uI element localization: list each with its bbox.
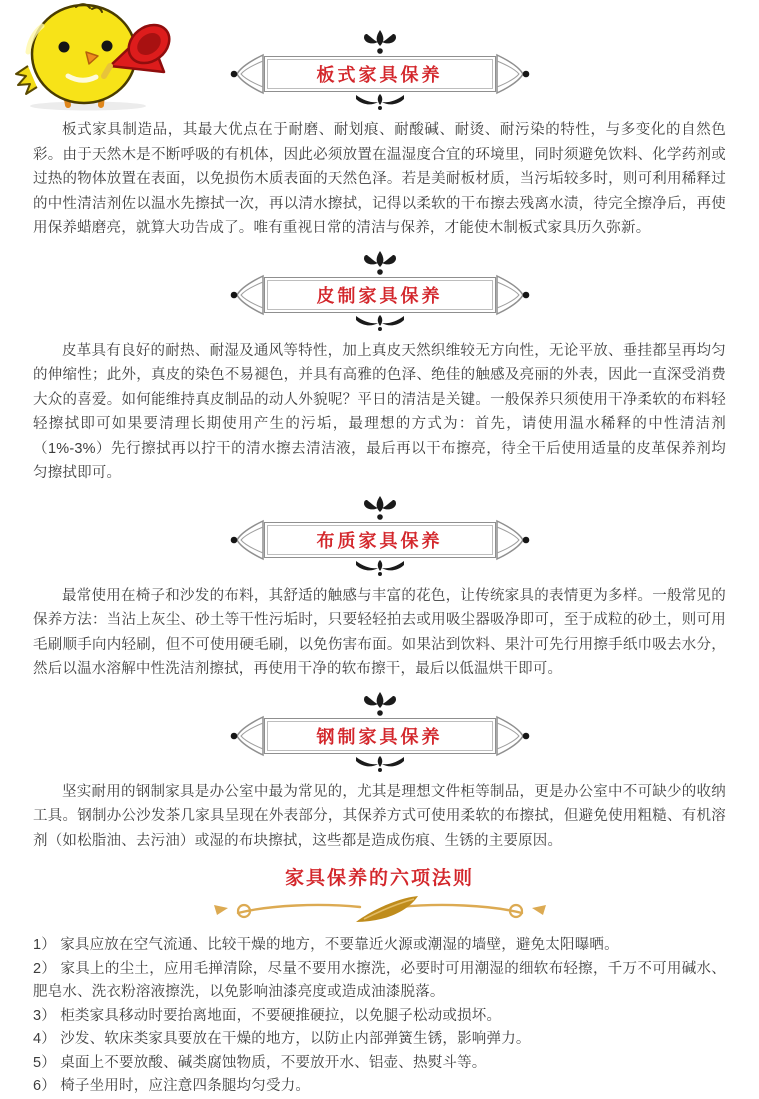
section-title-ribbon <box>264 718 496 754</box>
rule-item-6: 6） 椅子坐用时，应注意四条腿均匀受力。 <box>33 1078 311 1094</box>
banner-end-left-icon <box>230 713 264 759</box>
rule-item-3: 3） 柜类家具移动时要抬离地面，不要硬推硬拉，以免腿子松动或损坏。 <box>33 1007 502 1024</box>
fan-ornament-icon <box>354 93 406 111</box>
rule-item-1: 1） 家具应放在空气流通、比较干燥的地方，不要靠近火源或潮湿的墙壁，避免太阳曝晒。 <box>33 937 619 953</box>
rule-item-2: 2） 家具上的尘土，应用毛掸清除，尽量不要用水擦洗，必要时可用潮湿的细软布轻擦，千万不可用碱水、肥皂水、洗衣粉溶液擦洗，以免影响油漆亮度或造成油漆脱落。 <box>33 960 726 1000</box>
section-title: 板式家具保养 <box>316 65 443 85</box>
gold-flourish-divider-icon <box>210 892 550 926</box>
section-banner <box>227 251 533 332</box>
banner-end-right-icon <box>496 517 530 563</box>
section-title: 钢制家具保养 <box>316 726 443 747</box>
fan-ornament-icon <box>354 314 406 332</box>
section-title: 皮制家具保养 <box>316 285 443 306</box>
section-steel-furniture <box>33 692 726 854</box>
section-paragraph: 最常使用在椅子和沙发的布料，其舒适的触感与丰富的花色，让传统家具的表情更为多样。一般常见的保养方法：当沾上灰尘、砂土等干性污垢时，只要轻轻拍去或用吸尘器吸净即可，至于成粒的砂土，则可用毛刷顺手向内轻刷，但不可使用硬毛刷，以免伤害布面。如果沾到饮料、果汁可先行用擦手纸巾吸去水分，然后以温水溶解中性洗洁剂擦拭，再使用干净的软布擦干，最后以低温烘干即可。 <box>33 587 726 677</box>
chick-megaphone-mascot-icon <box>6 0 184 112</box>
rules-list <box>33 934 726 1099</box>
fan-ornament-icon <box>354 559 406 577</box>
fleur-de-lis-icon <box>356 692 404 718</box>
banner-end-left-icon <box>230 272 264 318</box>
rule-item-5: 5） 桌面上不要放酸、碱类腐蚀物质，不要放开水、铝壶、热熨斗等。 <box>33 1054 487 1071</box>
rules-title: 家具保养的六项法则 <box>284 868 474 889</box>
section-title-ribbon <box>264 522 496 558</box>
section-paragraph: 板式家具制造品，其最大优点在于耐磨、耐划痕、耐酸碱、耐烫、耐污染的特性，与多变化的自然色彩。由于天然木是不断呼吸的有机体，因此必须放置在温湿度合宜的环境里，同时须避免饮料、化学药剂或过热的物体放置在表面，以免损伤木质表面的天然色泽。若是美耐板材质，当污垢较多时，则可利用稀释过的中性清洁剂佐以温水先擦拭一次，再以清水擦拭，记得以柔软的干布擦去残离水渍，待完全擦净后，再使用保养蜡磨亮，就算大功告成了。唯有重视日常的清洁与保养，才能使木制板式家具历久弥新。 <box>33 122 726 236</box>
fan-ornament-icon <box>354 755 406 773</box>
section-banner <box>227 30 533 111</box>
section-title: 布质家具保养 <box>316 530 443 551</box>
section-title-ribbon <box>264 56 496 92</box>
section-paragraph: 皮革具有良好的耐热、耐湿及通风等特性，加上真皮天然织维较无方向性，无论平放、垂挂都呈再均匀的伸缩性；此外，真皮的染色不易褪色，并具有高雅的色泽、绝佳的触感及亮丽的外表，因此一直深受消费大众的喜爱。如何能维持真皮制品的动人外貌呢？平日的清洁是关键。一般保养只须使用干净柔软的布料轻轻擦拭即可如果要清理长期使用产生的污垢，最理想的方式为：首先，请使用温水稀释的中性清洁剂（1%-3%）先行擦拭再以拧干的清水擦去清洁液，最后再以干布擦亮，待全干后使用适量的皮革保养剂均匀擦拭即可。 <box>33 342 726 481</box>
fleur-de-lis-icon <box>356 251 404 277</box>
fleur-de-lis-icon <box>356 496 404 522</box>
section-fabric-furniture <box>33 496 726 682</box>
section-leather-furniture <box>33 251 726 486</box>
section-paragraph: 坚实耐用的钢制家具是办公室中最为常见的，尤其是理想文件柜等制品，更是办公室中不可缺少的收纳工具。钢制办公沙发茶几家具呈现在外表部分，其保养方式可使用柔软的布擦拭，但避免使用粗糙、有机溶剂（如松脂油、去污油）或湿的布块擦拭，这些都是造成伤痕、生锈的主要原因。 <box>33 783 726 849</box>
section-title-ribbon <box>264 277 496 313</box>
banner-end-right-icon <box>496 51 530 97</box>
fleur-de-lis-icon <box>356 30 404 56</box>
banner-end-right-icon <box>496 272 530 318</box>
section-banner <box>227 692 533 773</box>
banner-end-right-icon <box>496 713 530 759</box>
section-banner <box>227 496 533 577</box>
six-rules-section <box>33 863 726 1099</box>
banner-end-left-icon <box>230 51 264 97</box>
banner-end-left-icon <box>230 517 264 563</box>
rule-item-4: 4） 沙发、软床类家具要放在干燥的地方，以防止内部弹簧生锈，影响弹力。 <box>33 1031 531 1047</box>
